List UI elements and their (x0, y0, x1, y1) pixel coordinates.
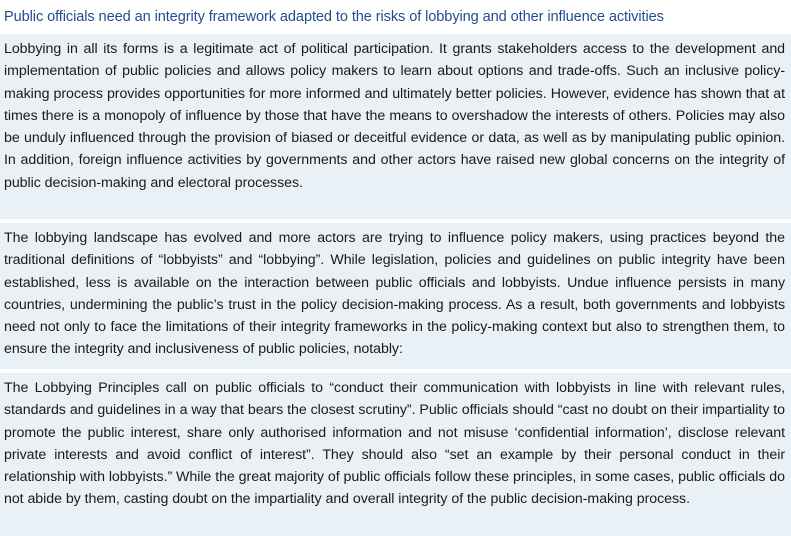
paragraph-lobbying-legitimacy: Lobbying in all its forms is a legitimate act of political participation. It grants stakeholders access to the development and implementation of public policies and allows policy makers to learn about options and trade-offs. Such an inclusive policy-making process provides opportunities for more informed and ultimately better policies. However, evidence has shown that at times there is a monopoly of influence by those that have the means to overshadow the interests of others. Policies may also be unduly influenced through the provision of biased or deceitful evidence or data, as well as by manipulating public opinion. In addition, foreign influence activities by governments and other actors have raised new global concerns on the integrity of public decision-making and electoral processes. (0, 34, 791, 219)
paragraph-lobbying-principles: The Lobbying Principles call on public officials to “conduct their communication with lobbyists in line with relevant rules, standards and guidelines in a way that bears the closest scrutiny”. Public officials should “cast no doubt on their impartiality to promote the public interest, share only authorised information and not misuse ‘confidential information’, disclose relevant private interests and avoid conflict of interest”. They should also “set an example by their personal conduct in their relationship with lobbyists.” While the great majority of public officials follow these principles, in some cases, public officials do not abide by them, casting doubt on the impartiality and overall integrity of the public decision-making process. (0, 373, 791, 536)
section-heading-band (0, 0, 791, 34)
paragraph-lobbying-landscape: The lobbying landscape has evolved and more actors are trying to influence policy makers, using practices beyond the traditional definitions of “lobbyists” and “lobbying”. While legislation, policies and guidelines on public integrity have been established, less is available on the interaction between public officials and lobbyists. Undue influence persists in many countries, undermining the public’s trust in the policy decision-making process. As a result, both governments and lobbyists need not only to face the limitations of their integrity frameworks in the policy-making context but also to strengthen them, to ensure the integrity and inclusiveness of public policies, notably: (0, 223, 791, 369)
section-title: Public officials need an integrity framework adapted to the risks of lobbying and other influence activities (4, 9, 664, 25)
